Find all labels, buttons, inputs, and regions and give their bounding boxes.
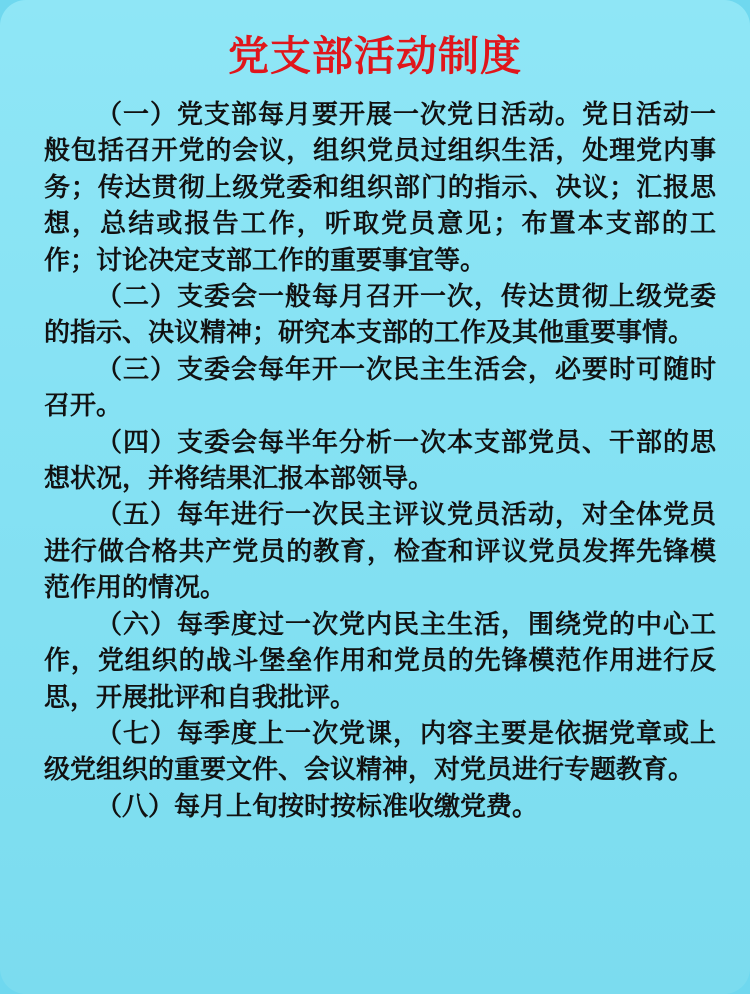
regulation-item-4: （四）支委会每半年分析一次本支部党员、干部的思想状况，并将结果汇报本部领导。 bbox=[44, 427, 716, 495]
regulation-item-7: （七）每季度上一次党课，内容主要是依据党章或上级党组织的重要文件、会议精神，对党员进行专题教育。 bbox=[44, 718, 716, 786]
regulation-item-5: （五）每年进行一次民主评议党员活动，对全体党员进行做合格共产党员的教育，检查和评议党员发挥先锋模范作用的情况。 bbox=[44, 500, 716, 604]
regulation-item-3: （三）支委会每年开一次民主生活会，必要时可随时召开。 bbox=[44, 354, 716, 422]
regulation-item-1: （一）党支部每月要开展一次党日活动。党日活动一般包括召开党的会议，组织党员过组织生活，处理党内事务；传达贯彻上级党委和组织部门的指示、决议；汇报思想，总结或报告工作，听取党员意见；布置本支部的工作；讨论决定支部工作的重要事宜等。 bbox=[44, 100, 716, 276]
regulation-item-2: （二）支委会一般每月召开一次，传达贯彻上级党委的指示、决议精神；研究本支部的工作及其他重要事情。 bbox=[44, 282, 716, 349]
regulation-body bbox=[44, 97, 716, 825]
regulation-item-6: （六）每季度过一次党内民主生活，围绕党的中心工作，党组织的战斗堡垒作用和党员的先锋模范作用进行反思，开展批评和自我批评。 bbox=[44, 609, 716, 713]
regulation-item-8: （八）每月上旬按时按标准收缴党费。 bbox=[96, 791, 539, 822]
page-title: 党支部活动制度 bbox=[228, 32, 522, 80]
